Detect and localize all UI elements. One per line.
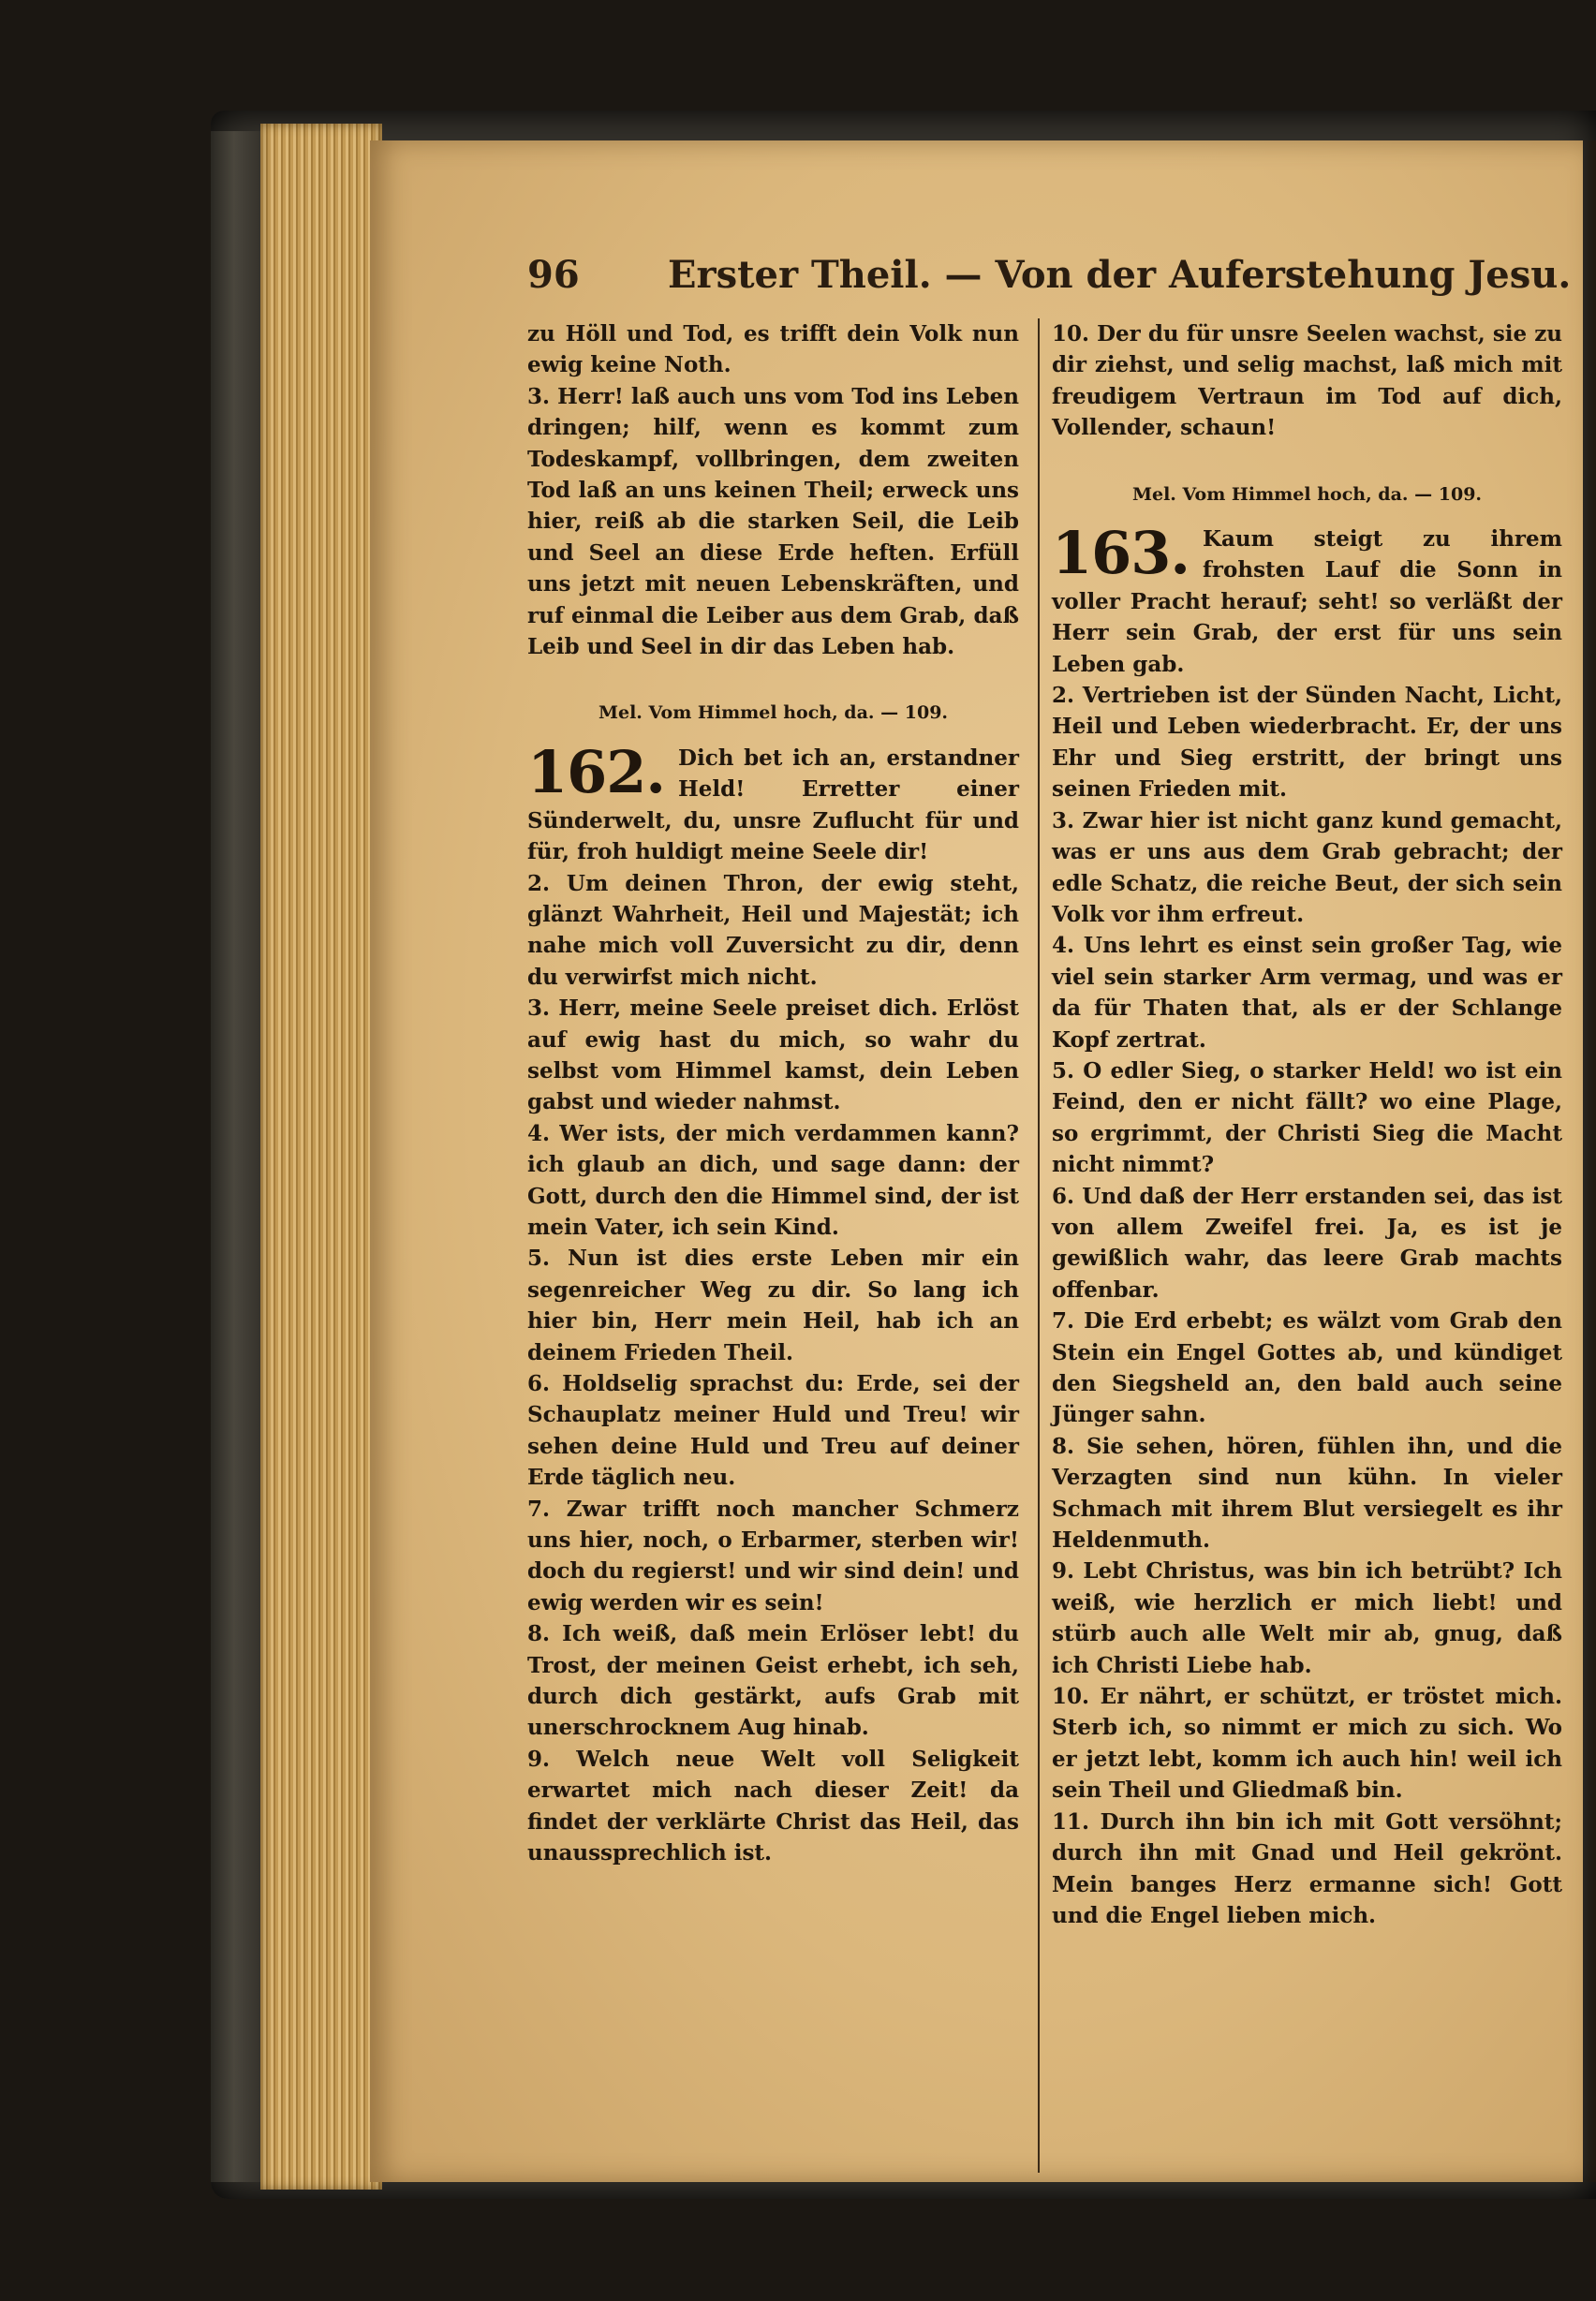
running-title: Erster Theil. — Von der Auferstehung Jesu. — [668, 253, 1572, 297]
page-edges — [260, 124, 382, 2190]
verse-text: 7. Die Erd erbebt; es wälzt vom Grab den Stein ein Engel Gottes ab, und kündiget den Siegsheld an, den bald auch seine Jünger sahn. — [1052, 1308, 1562, 1428]
verse-text: 3. Zwar hier ist nicht ganz kund gemacht, was er uns aus dem Grab gebracht; der edle Schatz, die reiche Beut, der sich sein Volk vor ihm erfreut. — [1052, 807, 1562, 927]
verse-text: 6. Holdselig sprachst du: Erde, sei der Schauplatz meiner Huld und Treu! wir sehen deine Huld und Treu auf deiner Erde täglich neu. — [527, 1371, 1019, 1491]
verse-text: 10. Der du für unsre Seelen wachst, sie zu dir ziehst, und selig machst, laß mich mit freudigem Vertraun im Tod auf dich, Vollender, schaun! — [1052, 321, 1562, 441]
page-edge-shadow — [1583, 140, 1596, 2182]
verse-text: 8. Ich weiß, daß mein Erlöser lebt! du Trost, der meinen Geist erhebt, ich seh, durch dich gestärkt, aufs Grab mit unerschrocknem Aug hinab. — [527, 1621, 1019, 1741]
right-column — [1052, 318, 1562, 1931]
hymn-number: 163. — [1052, 519, 1190, 588]
hymn-163 — [1052, 519, 1562, 680]
verse-text: 3. Herr! laß auch uns vom Tod ins Leben dringen; hilf, wenn es kommt zum Todeskampf, vollbringen, dem zweiten Tod laß an uns keinen Theil; erweck uns hier, reiß ab die starken Seil, die Leib und Seel an diese Erde heften. Erfüll uns jetzt mit neuen Lebenskräften, und ruf einmal die Leiber aus dem Grab, daß Leib und Seel in dir das Leben hab. — [527, 383, 1019, 660]
verse-text: 4. Wer ists, der mich verdammen kann? ich glaub an dich, und sage dann: der Gott, durch den die Himmel sind, der ist mein Vater, ich sein Kind. — [527, 1120, 1019, 1240]
verse-text: 5. O edler Sieg, o starker Held! wo ist ein Feind, den er nicht fällt? wo eine Plage, so ergrimmt, der Christi Sieg die Macht nicht nimmt? — [1052, 1057, 1562, 1178]
melody-reference: Mel. Vom Himmel hoch, da. — 109. — [598, 702, 949, 724]
verse-text: 2. Vertrieben ist der Sünden Nacht, Licht, Heil und Leben wiederbracht. Er, der uns Ehr und Sieg erstritt, der bringt uns seinen Frieden mit. — [1052, 683, 1562, 803]
verse-text: 3. Herr, meine Seele preiset dich. Erlöst auf ewig hast du mich, so wahr du selbst vom Himmel kamst, dein Leben gabst und wieder nahmst. — [527, 996, 1019, 1115]
verse-text: 11. Durch ihn bin ich mit Gott versöhnt; durch ihn mit Gnad und Heil gekrönt. Mein banges Herz ermanne sich! Gott und die Engel lieben mich. — [1052, 1808, 1562, 1928]
left-column — [527, 318, 1019, 1869]
hymn-162 — [527, 737, 1019, 868]
verse-text: 10. Er nährt, er schützt, er tröstet mich. Sterb ich, so nimmt er mich zu sich. Wo er jetzt lebt, komm ich auch hin! weil ich sein Theil und Gliedmaß bin. — [1052, 1684, 1562, 1804]
verse-text: 9. Lebt Christus, was bin ich betrübt? Ich weiß, wie herzlich er mich liebt! und stürb auch alle Welt mir ab, gnug, daß ich Christi Liebe hab. — [1052, 1558, 1562, 1678]
verse-text: 9. Welch neue Welt voll Seligkeit erwartet mich nach dieser Zeit! da findet der verklärte Christ das Heil, das unaussprechlich ist. — [527, 1746, 1019, 1866]
verse-text: zu Höll und Tod, es trifft dein Volk nun ewig keine Noth. — [527, 321, 1019, 378]
verse-text: 4. Uns lehrt es einst sein großer Tag, wie viel sein starker Arm vermag, und was er da für Thaten that, als er der Schlange Kopf zertrat. — [1052, 933, 1562, 1053]
page-header — [527, 253, 1572, 309]
melody-reference: Mel. Vom Himmel hoch, da. — 109. — [1131, 483, 1483, 505]
column-divider — [1038, 318, 1040, 2173]
verse-text: 2. Um deinen Thron, der ewig steht, glänzt Wahrheit, Heil und Majestät; ich nahe mich voll Zuversicht zu dir, denn du verwirfst mich nicht. — [527, 870, 1019, 990]
verse-text: 6. Und daß der Herr erstanden sei, das ist von allem Zweifel frei. Ja, es ist je gewißlich wahr, das leere Grab machts offenbar. — [1052, 1183, 1562, 1303]
verse-text: Dich bet ich an, erstandner Held! Erretter einer Sünderwelt, du, unsre Zuflucht für und für, froh huldigt meine Seele dir! — [527, 745, 1019, 865]
verse-text: 5. Nun ist dies erste Leben mir ein segenreicher Weg zu dir. So lang ich hier bin, Herr mein Heil, hab ich an deinem Frieden Theil. — [527, 1246, 1019, 1365]
page-number: 96 — [527, 253, 580, 297]
verse-text: 8. Sie sehen, hören, fühlen ihn, und die Verzagten sind nun kühn. In vieler Schmach mit ihrem Blut versiegelt es ihr Heldenmuth. — [1052, 1433, 1562, 1554]
verse-text: 7. Zwar trifft noch mancher Schmerz uns hier, noch, o Erbarmer, sterben wir! doch du regierst! und wir sind dein! und ewig werden wir es sein! — [527, 1496, 1019, 1615]
verse-text: Kaum steigt zu ihrem frohsten Lauf die Sonn in voller Pracht herauf; seht! so verläßt der Herr sein Grab, der erst für uns sein Leben gab. — [1052, 526, 1562, 677]
book-page — [370, 140, 1583, 2182]
hymn-number: 162. — [527, 737, 666, 806]
